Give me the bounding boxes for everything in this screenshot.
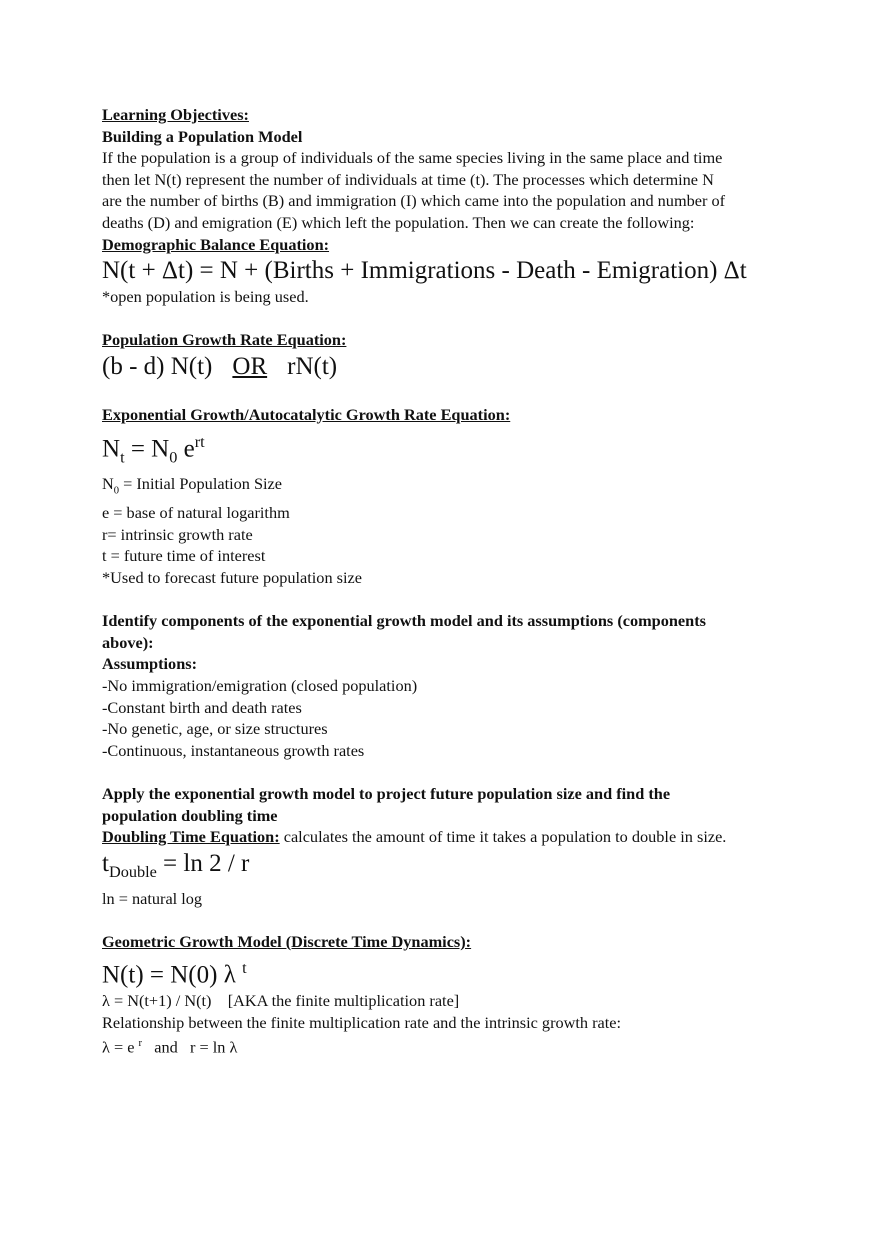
intro-line: If the population is a group of individuals of the same species living in the same place and time xyxy=(102,148,723,168)
document-content xyxy=(102,104,802,1058)
assumptions-list xyxy=(102,675,802,761)
exponential-growth-equation: $N_t = N_0$ $e^{rt}$ xyxy=(102,433,205,467)
identify-heading-cont: above): xyxy=(102,632,154,652)
identify-heading: Identify components of the exponential growth model and its assumptions (components xyxy=(102,611,706,631)
doubling-time-equation: $t_{Double} = \ln 2 / r$ xyxy=(102,849,250,881)
ln-note: ln = natural log xyxy=(102,888,203,908)
learning-objectives-heading: Learning Objectives: xyxy=(102,105,249,124)
definition-initial-population: $N_0$ = Initial Population Size xyxy=(102,474,282,497)
assumptions-heading: Assumptions: xyxy=(102,654,198,674)
spacer xyxy=(102,909,802,931)
forecast-note: *Used to forecast future population size xyxy=(102,568,362,588)
relationship-text: Relationship between the finite multiplication rate and the intrinsic growth rate: xyxy=(102,1012,622,1032)
growth-rate-eq-left: (b - d) N(t) xyxy=(102,352,213,380)
relationship-equation: λ = e $^r$ and r = ln λ xyxy=(102,1037,238,1057)
spacer xyxy=(102,308,802,330)
spacer xyxy=(102,589,802,611)
definition-e: e = base of natural logarithm xyxy=(102,503,290,523)
intro-line: then let N(t) represent the number of individuals at time (t). The processes which determine N xyxy=(102,169,714,189)
doubling-time-line xyxy=(102,826,802,848)
growth-rate-or: OR xyxy=(232,352,268,380)
geometric-growth-equation: N(t) = N(0) λ $^t$ xyxy=(102,958,247,988)
growth-rate-heading: Population Growth Rate Equation: xyxy=(102,330,347,350)
definition-t: t = future time of interest xyxy=(102,546,266,566)
assumption-item: -Continuous, instantaneous growth rates xyxy=(102,740,365,760)
building-model-title: Building a Population Model xyxy=(102,126,303,146)
assumption-item: -No genetic, age, or size structures xyxy=(102,719,328,739)
demographic-balance-equation: N(t + Δt) = N + (Births + Immigrations - Death - Emigration) Δt xyxy=(102,257,747,285)
intro-line: deaths (D) and emigration (E) which left the population. Then we can create the following: xyxy=(102,212,695,232)
assumption-item: -No immigration/emigration (closed population) xyxy=(102,676,418,696)
growth-rate-equation xyxy=(102,351,802,382)
open-population-note: *open population is being used. xyxy=(102,287,309,307)
exponential-definitions xyxy=(102,473,802,588)
intro-paragraph xyxy=(102,147,802,233)
spacer xyxy=(102,382,802,404)
apply-heading: Apply the exponential growth model to project future population size and find the xyxy=(102,784,671,804)
spacer xyxy=(102,761,802,783)
doubling-time-label: Doubling Time Equation: xyxy=(102,827,280,847)
exponential-growth-heading: Exponential Growth/Autocatalytic Growth Rate Equation: xyxy=(102,404,511,424)
assumption-item: -Constant birth and death rates xyxy=(102,697,302,717)
doubling-time-description: calculates the amount of time it takes a population to double in size. xyxy=(279,827,727,847)
lambda-definition: λ = N(t+1) / N(t) [AKA the finite multiplication rate] xyxy=(102,990,460,1010)
geometric-growth-heading: Geometric Growth Model (Discrete Time Dynamics): xyxy=(102,931,472,951)
definition-r: r= intrinsic growth rate xyxy=(102,524,253,544)
apply-heading-cont: population doubling time xyxy=(102,805,278,825)
intro-line: are the number of births (B) and immigration (I) which came into the population and number of xyxy=(102,191,726,211)
growth-rate-eq-right: rN(t) xyxy=(287,352,338,380)
demographic-balance-heading: Demographic Balance Equation: xyxy=(102,234,330,254)
